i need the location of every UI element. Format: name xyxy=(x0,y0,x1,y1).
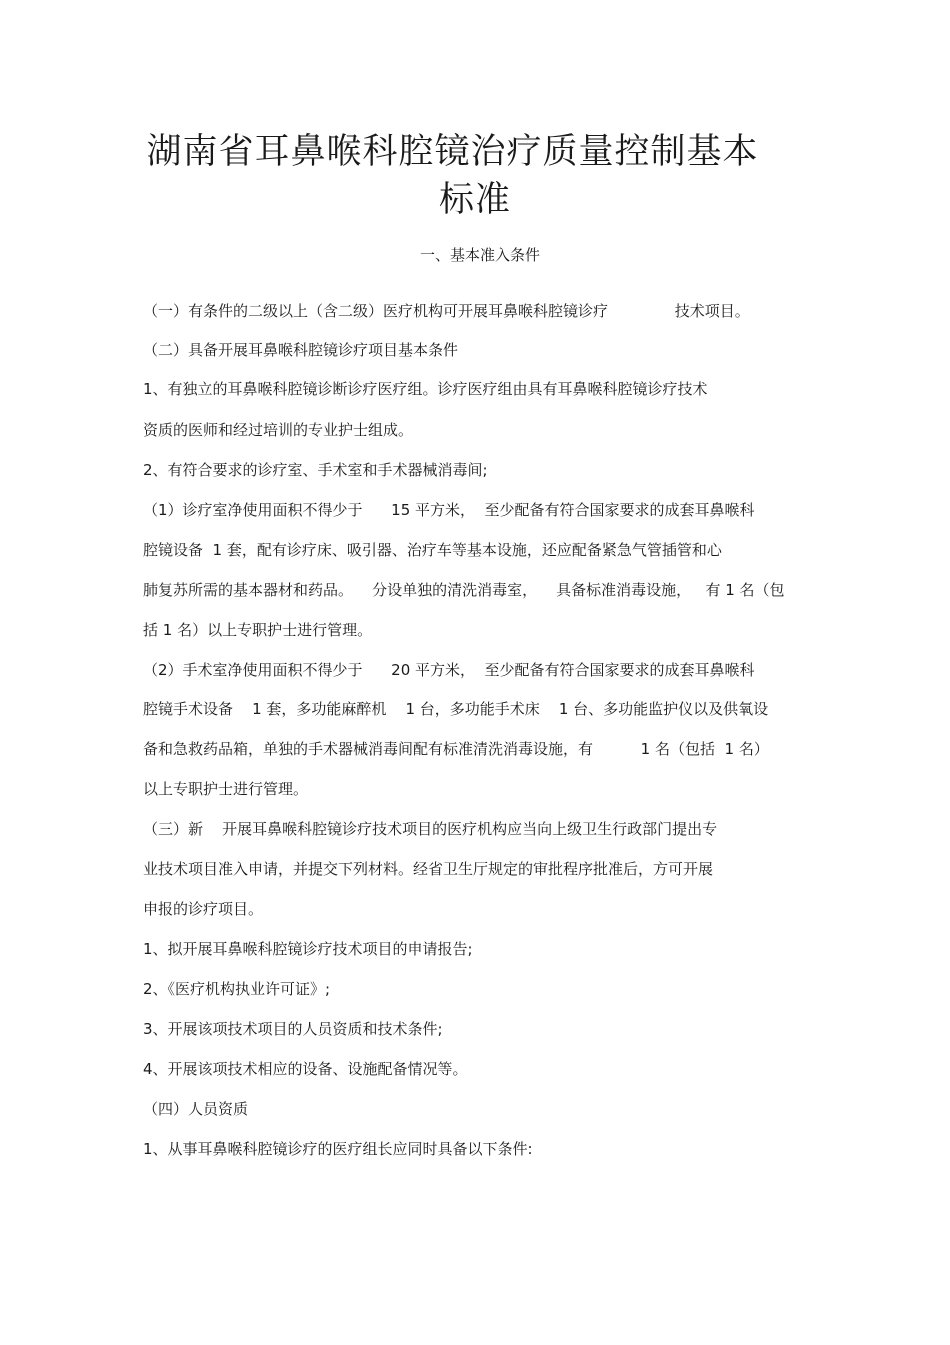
body-line: 1、拟开展耳鼻喉科腔镜诊疗技术项目的申请报告; xyxy=(143,940,473,958)
body-line: 3、开展该项技术项目的人员资质和技术条件; xyxy=(143,1020,443,1038)
body-line: 1、从事耳鼻喉科腔镜诊疗的医疗组长应同时具备以下条件: xyxy=(143,1140,533,1158)
body-line: 备和急救药品箱，单独的手术器械消毒间配有标准清洗消毒设施，有 1 名（包括 1 名） xyxy=(143,740,769,758)
body-line: 4、开展该项技术相应的设备、设施配备情况等。 xyxy=(143,1060,468,1078)
body-line: 资质的医师和经过培训的专业护士组成。 xyxy=(143,421,414,439)
body-line: 肺复苏所需的基本器材和药品。 分设单独的清洗消毒室， 具备标准消毒设施， 有 1 名（包 xyxy=(143,581,785,599)
body-line: （二）具备开展耳鼻喉科腔镜诊疗项目基本条件 xyxy=(143,341,459,359)
body-line: （2）手术室净使用面积不得少于 20 平方米， 至少配备有符合国家要求的成套耳鼻喉科 xyxy=(143,661,755,679)
body-line: （一）有条件的二级以上（含二级）医疗机构可开展耳鼻喉科腔镜诊疗 技术项目。 xyxy=(143,302,750,320)
body-line: 业技术项目准入申请，并提交下列材料。经省卫生厅规定的审批程序批准后，方可开展 xyxy=(143,860,714,878)
section-heading: 一、基本准入条件 xyxy=(419,246,540,264)
body-line: 2、有符合要求的诊疗室、手术室和手术器械消毒间; xyxy=(143,461,488,479)
body-line: （四）人员资质 xyxy=(143,1100,249,1118)
document-title-line-2: 标准 xyxy=(438,180,511,220)
document-title-line-1: 湖南省耳鼻喉科腔镜治疗质量控制基本 xyxy=(146,132,759,172)
body-line: 腔镜手术设备 1 套，多功能麻醉机 1 台，多功能手术床 1 台、多功能监护仪以及供氧设 xyxy=(143,700,769,718)
body-line: 申报的诊疗项目。 xyxy=(143,900,264,918)
body-line: （1）诊疗室净使用面积不得少于 15 平方米， 至少配备有符合国家要求的成套耳鼻喉科 xyxy=(143,501,755,519)
body-line: （三）新 开展耳鼻喉科腔镜诊疗技术项目的医疗机构应当向上级卫生行政部门提出专 xyxy=(143,820,718,838)
body-line: 腔镜设备 1 套，配有诊疗床、吸引器、治疗车等基本设施，还应配备紧急气管插管和心 xyxy=(143,541,722,559)
body-line: 1、有独立的耳鼻喉科腔镜诊断诊疗医疗组。诊疗医疗组由具有耳鼻喉科腔镜诊疗技术 xyxy=(143,380,708,398)
body-line: 2、《医疗机构执业许可证》; xyxy=(143,980,331,998)
body-line: 以上专职护士进行管理。 xyxy=(143,780,309,798)
body-line: 括 1 名）以上专职护士进行管理。 xyxy=(143,621,373,639)
